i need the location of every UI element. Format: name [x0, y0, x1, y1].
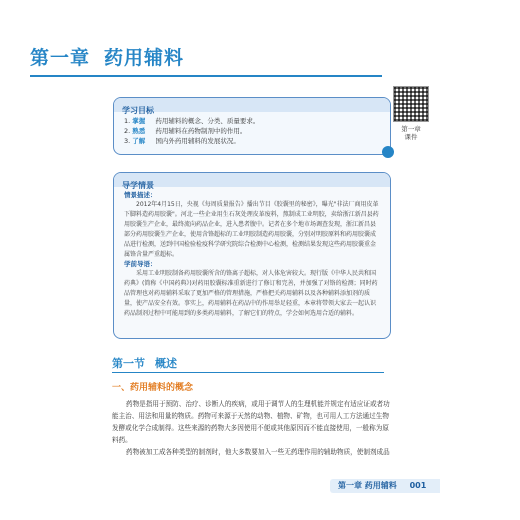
body-paragraph: 药物被加工成各种类型的制剂时，他大多数要加入一些无药理作用的辅助物质，使制剂成品 [126, 448, 390, 456]
learning-goals-box [113, 97, 391, 155]
footer-chapter: 第一章 [338, 481, 362, 490]
qr-caption [393, 125, 429, 141]
section-name: 概述 [155, 357, 177, 370]
chapter-title-rule [30, 75, 382, 77]
guided-scenario-heading: 导学情景 [122, 181, 154, 190]
goal-item [114, 126, 390, 136]
page-number: 001 [409, 481, 427, 490]
learning-goals-header [114, 98, 390, 115]
goal-index: 2. [124, 127, 131, 135]
section-rule [112, 372, 384, 373]
guided-scenario-box [113, 172, 391, 339]
section-number: 第一节 [112, 357, 145, 370]
section-title [112, 355, 177, 371]
goal-index: 3. [124, 137, 131, 145]
goal-level: 掌握 [132, 117, 146, 125]
goal-item [114, 116, 390, 126]
goal-text: 药用辅料的概念、分类、质量要求。 [155, 117, 260, 125]
footer [338, 480, 426, 491]
goal-level: 了解 [132, 137, 146, 145]
learn-text: 采用工业明胶制备药用胶囊所含的铬离子超标，对人体危害较大。现行版《中华人民共和国药典》(简称《中国药典》)对药用胶囊标准重新进行了修订和完善，并加强了对铬的检测；同时药品管理也对药用辅料采取了更加严格的管理措施，严格把关药用辅料以及各种辅料添加剂的质量，使产品安全有效。事实上，药用辅料在药品中的作用举足轻重，本章将带领大家去一起认识药品制剂过程中可能用到的多类药用辅料，了解它们的特点，学会如何选用合适的辅料。 [124, 270, 378, 317]
corner-dot-icon [382, 146, 394, 158]
subsection-title: 一、药用辅料的概念 [112, 383, 194, 393]
goal-index: 1. [124, 117, 131, 125]
goal-text: 国内外药用辅料的发展状况。 [155, 137, 240, 145]
chapter-name: 药用辅料 [104, 47, 185, 69]
learn-label: 学前导语： [124, 260, 157, 268]
body-text [112, 398, 390, 458]
goal-text: 药用辅料在药物制剂中的作用。 [155, 127, 247, 135]
learning-goals-heading: 学习目标 [122, 106, 154, 115]
goal-item [114, 136, 390, 146]
body-paragraph: 药物是指用于预防、治疗、诊断人的疾病，或用于调节人的生理机能并规定有适应证或者功能主治、用法和用量的物质。药物可来源于天然的动物、植物、矿物，也可用人工方法通过生物发酵或化学合成制得。这些来源的药物大多因使用不便或其他原因而不能直接使用，一般称为原料药。 [112, 400, 390, 444]
goal-level: 熟悉 [132, 127, 146, 135]
qr-caption-line2: 课件 [404, 133, 418, 141]
chapter-number: 第一章 [30, 47, 91, 69]
scene-label: 情景描述： [124, 191, 157, 199]
qr-code-icon[interactable] [393, 86, 429, 122]
guided-scenario-header [114, 173, 390, 190]
scene-text: 2012年4月15日，央视《每周质量报告》播出节目《胶囊里的秘密》，曝光"非法厂商用皮革下脚料造药用胶囊"。河北一些企业用生石灰处理皮革废料，熬制成工业明胶，卖给浙江新昌县药用胶囊生产企业，最终流向药品企业，进入患者腹中。记者在多个地市场调查发现，浙江新昌县部分药用胶囊生产企业，使用含铬超标的工业明胶制造药用胶囊，分别对明胶原料和药用胶囊成品进行检测，送到中国检验检疫科学研究院综合检测中心检测，检测结果发现这些药用胶囊重金属铬含量严重超标。 [124, 201, 379, 258]
qr-caption-line1: 第一章 [401, 125, 421, 133]
chapter-title [30, 43, 184, 70]
footer-title: 药用辅料 [364, 481, 397, 490]
courseware-qr[interactable] [393, 86, 429, 141]
